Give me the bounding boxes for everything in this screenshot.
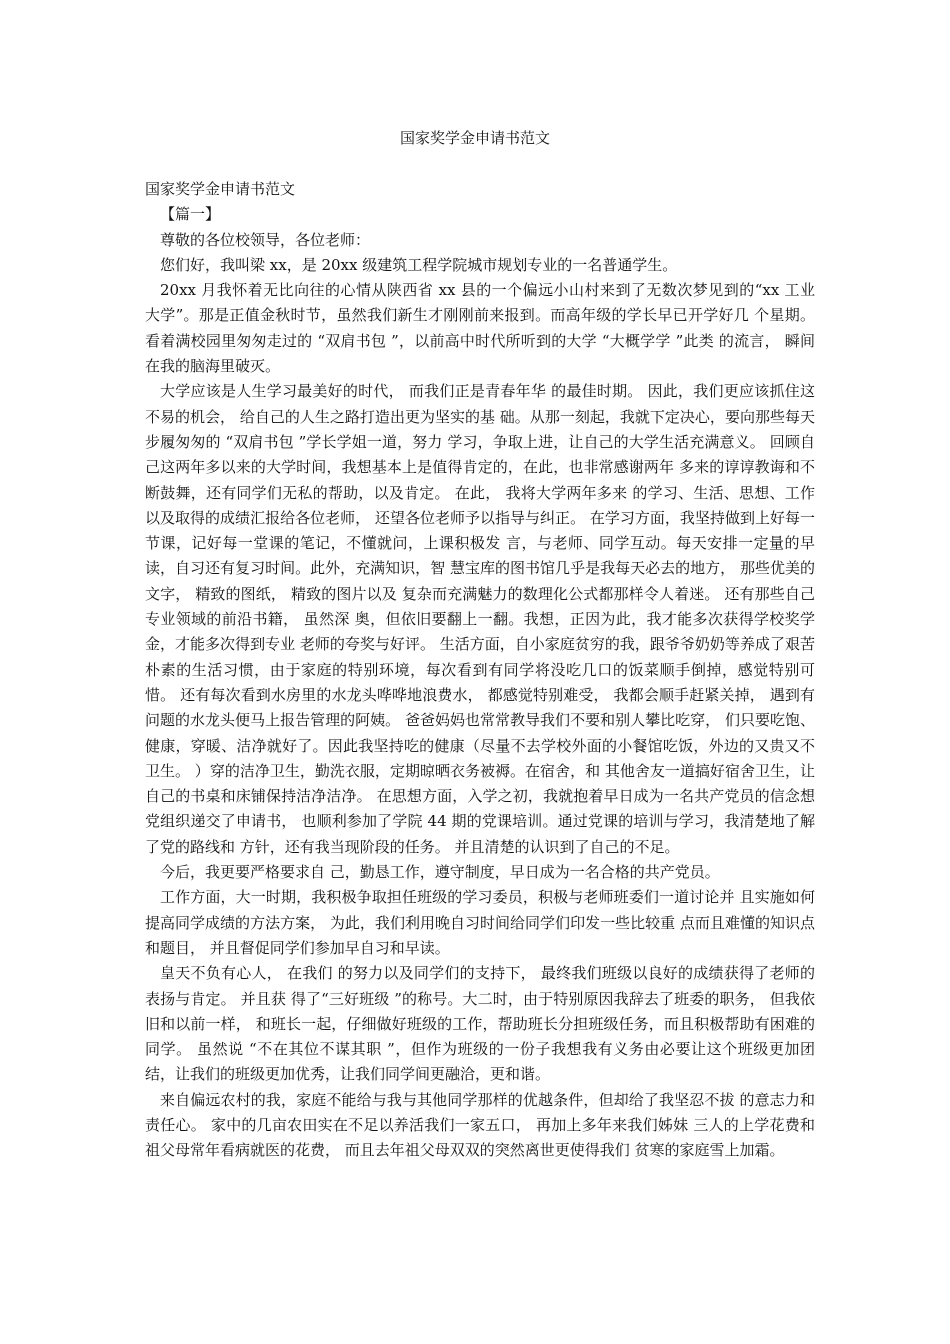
page-title: 国家奖学金申请书范文: [399, 129, 550, 147]
paragraph-family: 来自偏远农村的我，家庭不能给与我与其他同学那样的优越条件，但却给了我坚忍不拔 的意志力和责任心。 家中的几亩农田实在不足以养活我们一家五口， 再加上多年来我们姊妹 三人的上学花费和祖父母常年看病就医的花费， 而且去年祖父母双双的突然离世更使得我们 贫寒的家庭雪上加霜。: [145, 1090, 815, 1160]
paragraph-intro: 您们好，我叫梁 xx，是 20xx 级建筑工程学院城市规划专业的一名普通学生。: [160, 255, 678, 274]
document-subtitle: 国家奖学金申请书范文: [145, 180, 296, 198]
paragraph-future: 今后，我更要严格要求自 己，勤恳工作，遵守制度，早日成为一名合格的共产党员。: [160, 863, 720, 882]
section-heading: 【篇一】: [160, 205, 221, 224]
paragraph-greeting: 尊敬的各位校领导，各位老师：: [160, 230, 371, 249]
paragraph-study-life: 大学应该是人生学习最美好的时代， 而我们正是青春年华 的最佳时期。 因此，我们更应该抓住这不易的机会， 给自己的人生之路打造出更为坚实的基 础。从那一刻起，我就下定决心，要向那些每天步履匆匆的 “双肩书包 ”学长学姐一道，努力 学习，争取上进，让自己的大学生活充满意义。 回顾自己这两年多以来的大学时间，我想基本上是值得肯定的，在此，也非常感谢两年 多来的谆谆教诲和不断鼓舞，还有同学们无私的帮助，以及肯定。 在此， 我将大学两年多来 的学习、生活、思想、工作以及取得的成绩汇报给各位老师， 还望各位老师予以指导与纠正。 在学习方面，我坚持做到上好每一节课，记好每一堂课的笔记，不懂就问，上课积极发 言，与老师、同学互动。每天安排一定量的早读，自习还有复习时间。此外，充满知识，智 慧宝库的图书馆几乎是我每天必去的地方， 那些优美的文字， 精致的图纸， 精致的图片以及 复杂而充满魅力的数理化公式都那样令人着迷。 还有那些自己专业领域的前沿书籍， 虽然深 奥，但依旧要翻上一翻。我想，正因为此，我才能多次获得学校奖学金，才能多次得到专业 老师的夸奖与好评。 生活方面，自小家庭贫穷的我，跟爷爷奶奶等养成了艰苦朴素的生活习惯，由于家庭的特别环境，每次看到有同学将没吃几口的饭菜顺手倒掉，感觉特别可惜。 还有每次看到水房里的水龙头哗哗地浪费水， 都感觉特别难受， 我都会顺手赶紧关掉， 遇到有问题的水龙头便马上报告管理的阿姨。 爸爸妈妈也常常教导我们不要和别人攀比吃穿， 们只要吃饱、健康，穿暖、洁净就好了。因此我坚持吃的健康（尽量不去学校外面的小餐馆吃饭，外边的又贵又不卫生。 ）穿的洁净卫生，勤洗衣服，定期晾晒衣务被褥。在宿舍，和 其他舍友一道搞好宿舍卫生，让自己的书桌和床铺保持洁净洁净。 在思想方面，入学之初，我就抱着早日成为一名共产党员的信念想党组织递交了申请书， 也顺利参加了学院 44 期的党课培训。通过党课的培训与学习，我清楚地了解了党的路线和 方针，还有我当现阶段的任务。 并且清楚的认识到了自己的不足。: [145, 382, 815, 856]
document-body: [145, 177, 815, 1164]
paragraph-achievement: 皇天不负有心人， 在我们 的努力以及同学们的支持下， 最终我们班级以良好的成绩获得了老师的表扬与肯定。 并且获 得了“三好班级 ”的称号。大二时，由于特别原因我辞去了班委的职务， 但我依旧和以前一样， 和班长一起，仔细做好班级的工作，帮助班长分担班级任务，而且积极帮助有困难的同学。 虽然说 “不在其位不谋其职 ”，但作为班级的一份子我想我有义务由必要让这个班级更加团 结，让我们的班级更加优秀，让我们同学间更融洽，更和谐。: [145, 964, 815, 1084]
paragraph-work: 工作方面，大一时期，我积极争取担任班级的学习委员，积极与老师班委们一道讨论并 且实施如何提高同学成绩的方法方案， 为此，我们利用晚自习时间给同学们印发一些比较重 点而且难懂的知识点和题目， 并且督促同学们参加早自习和早读。: [145, 888, 815, 957]
paragraph-arrival: 20xx 月我怀着无比向往的心情从陕西省 xx 县的一个偏远小山村来到了无数次梦见到的“xx 工业 大学”。那是正值金秋时节，虽然我们新生才刚刚前来报到。而高年级的学长早已开学好几 个星期。看着满校园里匆匆走过的 “双肩书包 ”，以前高中时代所听到的大学 “大概学学 ”此类 的流言， 瞬间在我的脑海里破灭。: [145, 281, 815, 376]
